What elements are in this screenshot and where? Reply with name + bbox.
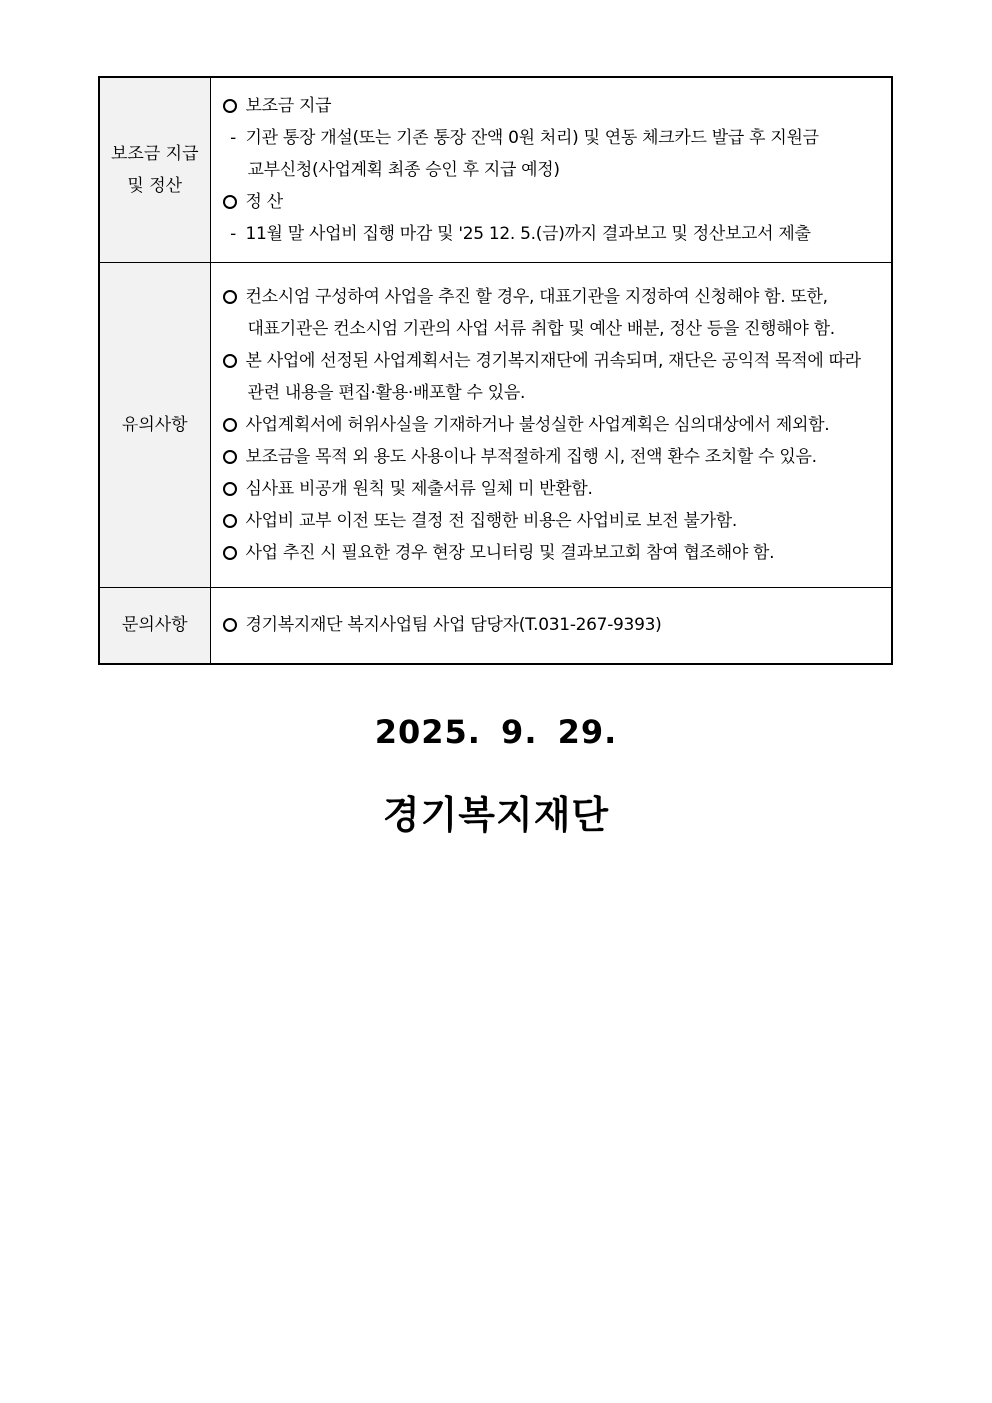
list-item [221,609,884,641]
row-label [99,587,210,664]
list-item [221,186,884,218]
row-label-line: 문의사항 [121,615,188,636]
list-item [221,218,884,250]
dash-bullet-icon: - [230,223,236,244]
table-row-subsidy [99,77,892,262]
row-label-line: 보조금 지급 [110,143,199,164]
item-text: 본 사업에 선정된 사업계획서는 경기복지재단에 귀속되며, 재단은 공익적 목적에 따라 [245,350,861,371]
list-item [221,90,884,122]
list-item [221,122,884,154]
list-item [221,505,884,537]
item-text: 경기복지재단 복지사업팀 사업 담당자(T.031-267-9393) [245,615,662,636]
item-text: 기관 통장 개설(또는 기존 통장 잔액 0원 처리) 및 연동 체크카드 발급 후 지원금 [245,127,819,148]
circle-bullet-icon [221,609,246,641]
circle-bullet-icon [221,186,246,218]
list-item-continuation [221,377,884,409]
row-label-line: 및 정산 [127,175,183,196]
circle-bullet-icon [221,505,246,537]
item-text: 정 산 [245,191,283,212]
list-item-continuation [221,154,884,186]
item-text: 11월 말 사업비 집행 마감 및 '25 12. 5.(금)까지 결과보고 및 정산보고서 제출 [245,223,811,244]
dash-bullet-icon: - [230,127,236,148]
row-label [99,77,210,262]
list-item [221,281,884,313]
row-content [210,262,892,587]
item-text: 보조금을 목적 외 용도 사용이나 부적절하게 집행 시, 전액 환수 조치할 수 있음. [245,446,817,467]
item-text: 대표기관은 컨소시엄 기관의 사업 서류 취합 및 예산 배분, 정산 등을 진행해야 함. [247,318,835,339]
item-text: 사업 추진 시 필요한 경우 현장 모니터링 및 결과보고회 참여 협조해야 함. [245,542,775,563]
list-item [221,409,884,441]
circle-bullet-icon [221,90,246,122]
list-item [221,473,884,505]
circle-bullet-icon [221,441,246,473]
list-item [221,441,884,473]
circle-bullet-icon [221,409,246,441]
row-label [99,262,210,587]
circle-bullet-icon [221,473,246,505]
item-text: 심사표 비공개 원칙 및 제출서류 일체 미 반환함. [245,478,593,499]
row-label-line: 유의사항 [121,414,188,435]
row-content [210,587,892,664]
item-text: 사업계획서에 허위사실을 기재하거나 불성실한 사업계획은 심의대상에서 제외함. [245,414,830,435]
circle-bullet-icon [221,537,246,569]
item-text: 사업비 교부 이전 또는 결정 전 집행한 비용은 사업비로 보전 불가함. [245,510,737,531]
table-row-notes [99,262,892,587]
document-date: 2025. 9. 29. [374,713,618,751]
row-content [210,77,892,262]
circle-bullet-icon [221,345,246,377]
notice-table [98,76,893,665]
list-item [221,537,884,569]
list-item-continuation [221,313,884,345]
item-text: 보조금 지급 [245,95,332,116]
list-item [221,345,884,377]
item-text: 교부신청(사업계획 최종 승인 후 지급 예정) [247,159,560,180]
organization-name: 경기복지재단 [382,793,610,837]
table-row-inquiry [99,587,892,664]
item-text: 컨소시엄 구성하여 사업을 추진 할 경우, 대표기관을 지정하여 신청해야 함. 또한, [245,286,828,307]
circle-bullet-icon [221,281,246,313]
item-text: 관련 내용을 편집·활용·배포할 수 있음. [247,382,526,403]
